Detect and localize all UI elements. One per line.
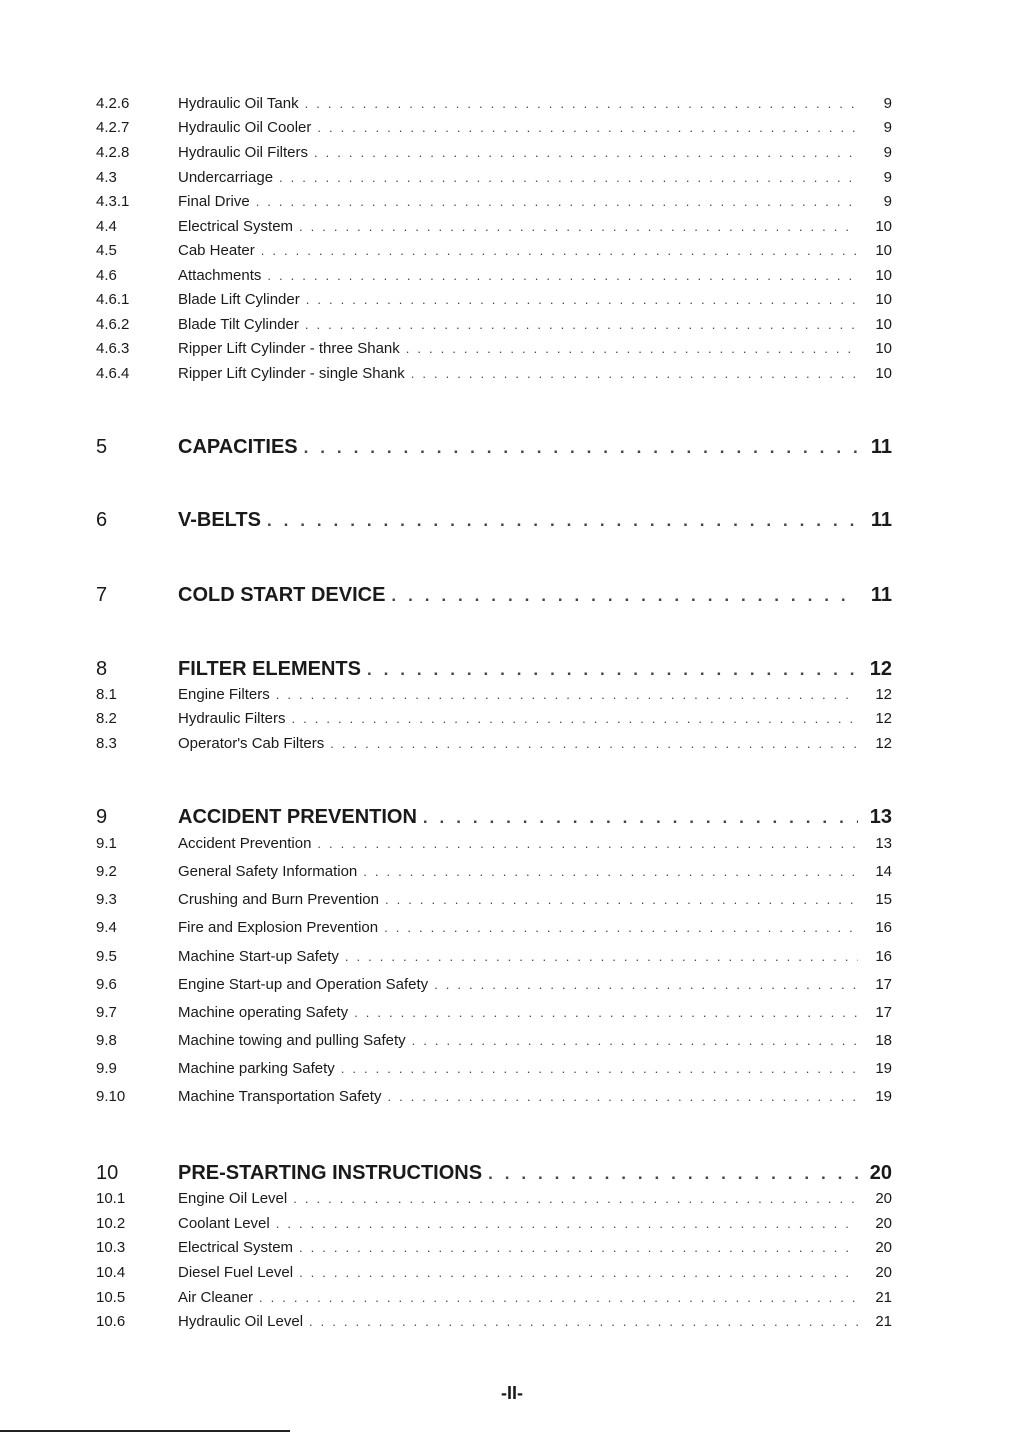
toc-entry <box>96 1239 892 1256</box>
entry-number: 4.6.2 <box>96 316 130 333</box>
entry-number: 8.1 <box>96 686 117 703</box>
dot-leader <box>345 949 858 964</box>
entry-page-number: 14 <box>875 863 892 880</box>
entry-number: 8.3 <box>96 735 117 752</box>
toc-entry <box>96 95 892 112</box>
entry-title: FILTER ELEMENTS <box>178 658 361 680</box>
dot-leader <box>299 1265 858 1280</box>
bottom-rule <box>0 1430 290 1432</box>
toc-entry <box>96 735 892 752</box>
entry-page-number: 18 <box>875 1032 892 1049</box>
entry-number: 4.2.7 <box>96 119 130 136</box>
entry-number: 9.3 <box>96 891 117 908</box>
entry-number: 4.5 <box>96 242 117 259</box>
toc-entry <box>96 1190 892 1207</box>
entry-title: Air Cleaner <box>178 1289 254 1306</box>
dot-leader <box>256 194 858 209</box>
entry-page-number: 9 <box>883 144 892 161</box>
entry-page-number: 20 <box>875 1239 892 1256</box>
toc-entry <box>96 242 892 259</box>
dot-leader <box>309 1314 858 1329</box>
toc-entry <box>96 948 892 965</box>
dot-leader <box>267 511 858 531</box>
entry-number: 4.6 <box>96 267 117 284</box>
toc-entry <box>96 891 892 908</box>
dot-leader <box>292 711 858 726</box>
entry-number: 9.10 <box>96 1088 126 1105</box>
entry-page-number: 21 <box>875 1289 892 1306</box>
entry-number: 4.2.8 <box>96 144 130 161</box>
entry-title: PRE-STARTING INSTRUCTIONS <box>178 1162 483 1184</box>
toc-entry <box>96 710 892 727</box>
entry-title: Crushing and Burn Prevention <box>178 891 379 908</box>
dot-leader <box>423 808 858 828</box>
dot-leader <box>279 170 858 185</box>
dot-leader <box>317 836 858 851</box>
entry-number: 9.7 <box>96 1004 117 1021</box>
entry-number: 7 <box>96 584 108 606</box>
toc-entry <box>96 365 892 382</box>
entry-title: Hydraulic Oil Cooler <box>178 119 312 136</box>
toc-entry <box>96 976 892 993</box>
entry-number: 6 <box>96 509 108 531</box>
dot-leader <box>354 1005 858 1020</box>
entry-title: Machine operating Safety <box>178 1004 349 1021</box>
toc-section-heading <box>96 509 892 532</box>
dot-leader <box>391 586 858 606</box>
dot-leader <box>299 1240 858 1255</box>
entry-page-number: 10 <box>875 340 892 357</box>
entry-number: 4.6.3 <box>96 340 130 357</box>
entry-title: Diesel Fuel Level <box>178 1264 294 1281</box>
entry-title: Electrical System <box>178 1239 294 1256</box>
toc-section-heading <box>96 806 892 829</box>
entry-number: 9.2 <box>96 863 117 880</box>
entry-title: Operator's Cab Filters <box>178 735 325 752</box>
toc-entry <box>96 291 892 308</box>
entry-title: V-BELTS <box>178 509 261 531</box>
entry-page-number: 10 <box>875 267 892 284</box>
entry-title: Coolant Level <box>178 1215 270 1232</box>
entry-number: 9.5 <box>96 948 117 965</box>
entry-number: 4.4 <box>96 218 117 235</box>
entry-page-number: 10 <box>875 218 892 235</box>
entry-title: COLD START DEVICE <box>178 584 386 606</box>
dot-leader <box>305 96 858 111</box>
entry-page-number: 13 <box>875 835 892 852</box>
entry-number: 4.3 <box>96 169 117 186</box>
entry-title: Hydraulic Oil Tank <box>178 95 299 112</box>
dot-leader <box>267 268 858 283</box>
entry-number: 10.4 <box>96 1264 126 1281</box>
entry-page-number: 17 <box>875 1004 892 1021</box>
entry-page-number: 20 <box>875 1215 892 1232</box>
entry-title: Undercarriage <box>178 169 274 186</box>
entry-page-number: 9 <box>883 119 892 136</box>
toc-entry <box>96 1264 892 1281</box>
entry-number: 5 <box>96 436 108 458</box>
toc-section-heading <box>96 436 892 459</box>
entry-number: 10.5 <box>96 1289 126 1306</box>
entry-page-number: 16 <box>875 919 892 936</box>
entry-title: Engine Start-up and Operation Safety <box>178 976 429 993</box>
entry-title: Machine towing and pulling Safety <box>178 1032 406 1049</box>
entry-title: CAPACITIES <box>178 436 298 458</box>
toc-section-heading <box>96 1162 892 1185</box>
entry-number: 10.2 <box>96 1215 126 1232</box>
entry-page-number: 11 <box>870 509 892 531</box>
dot-leader <box>261 243 858 258</box>
entry-title: Fire and Explosion Prevention <box>178 919 379 936</box>
entry-page-number: 17 <box>875 976 892 993</box>
dot-leader <box>276 687 858 702</box>
page-number-footer: -II- <box>501 1383 523 1403</box>
dot-leader <box>304 438 858 458</box>
entry-page-number: 19 <box>875 1088 892 1105</box>
toc-entry <box>96 193 892 210</box>
entry-page-number: 12 <box>875 686 892 703</box>
entry-page-number: 20 <box>875 1264 892 1281</box>
entry-page-number: 16 <box>875 948 892 965</box>
entry-number: 10.6 <box>96 1313 126 1330</box>
entry-page-number: 12 <box>869 658 892 680</box>
dot-leader <box>434 977 858 992</box>
entry-page-number: 11 <box>870 436 892 458</box>
entry-number: 4.6.1 <box>96 291 130 308</box>
entry-number: 9.4 <box>96 919 117 936</box>
entry-page-number: 21 <box>875 1313 892 1330</box>
toc-section-heading <box>96 658 892 681</box>
entry-number: 4.3.1 <box>96 193 130 210</box>
entry-title: Electrical System <box>178 218 294 235</box>
toc-section-heading <box>96 584 892 607</box>
entry-title: Machine Start-up Safety <box>178 948 339 965</box>
entry-page-number: 9 <box>883 95 892 112</box>
entry-number: 10.3 <box>96 1239 126 1256</box>
toc-entry <box>96 863 892 880</box>
dot-leader <box>317 120 858 135</box>
entry-number: 4.6.4 <box>96 365 130 382</box>
dot-leader <box>259 1290 858 1305</box>
entry-number: 10.1 <box>96 1190 126 1207</box>
entry-title: Accident Prevention <box>178 835 312 852</box>
toc-entry <box>96 835 892 852</box>
toc-entry <box>96 144 892 161</box>
entry-title: Final Drive <box>178 193 250 210</box>
toc-entry <box>96 119 892 136</box>
toc-entry <box>96 1032 892 1049</box>
toc-entry <box>96 1289 892 1306</box>
entry-page-number: 9 <box>883 169 892 186</box>
dot-leader <box>387 1089 858 1104</box>
entry-page-number: 19 <box>875 1060 892 1077</box>
dot-leader <box>293 1191 858 1206</box>
entry-number: 9.9 <box>96 1060 117 1077</box>
entry-number: 9 <box>96 806 108 828</box>
dot-leader <box>406 341 858 356</box>
entry-title: Attachments <box>178 267 262 284</box>
toc-entry <box>96 1313 892 1330</box>
dot-leader <box>488 1164 858 1184</box>
entry-title: Hydraulic Oil Filters <box>178 144 309 161</box>
entry-page-number: 12 <box>875 735 892 752</box>
entry-title: Blade Tilt Cylinder <box>178 316 299 333</box>
entry-number: 8.2 <box>96 710 117 727</box>
entry-title: ACCIDENT PREVENTION <box>178 806 417 828</box>
toc-entry <box>96 340 892 357</box>
entry-title: Engine Oil Level <box>178 1190 288 1207</box>
dot-leader <box>306 292 858 307</box>
entry-title: Hydraulic Filters <box>178 710 286 727</box>
entry-page-number: 10 <box>875 242 892 259</box>
entry-title: Ripper Lift Cylinder - single Shank <box>178 365 405 382</box>
toc-entry <box>96 919 892 936</box>
toc-entry <box>96 267 892 284</box>
dot-leader <box>385 892 858 907</box>
entry-page-number: 10 <box>875 291 892 308</box>
toc-entry <box>96 169 892 186</box>
entry-title: Machine Transportation Safety <box>178 1088 382 1105</box>
entry-title: Machine parking Safety <box>178 1060 335 1077</box>
dot-leader <box>367 660 858 680</box>
entry-number: 8 <box>96 658 108 680</box>
dot-leader <box>384 920 858 935</box>
toc-entry <box>96 218 892 235</box>
entry-title: Engine Filters <box>178 686 270 703</box>
entry-page-number: 12 <box>875 710 892 727</box>
entry-title: Hydraulic Oil Level <box>178 1313 304 1330</box>
entry-title: General Safety Information <box>178 863 358 880</box>
dot-leader <box>276 1216 858 1231</box>
entry-page-number: 9 <box>883 193 892 210</box>
entry-number: 10 <box>96 1162 119 1184</box>
toc-entry <box>96 316 892 333</box>
toc-entry <box>96 1088 892 1105</box>
entry-page-number: 15 <box>875 891 892 908</box>
toc-entry <box>96 1004 892 1021</box>
toc-entry <box>96 1215 892 1232</box>
entry-page-number: 13 <box>869 806 892 828</box>
entry-number: 9.6 <box>96 976 117 993</box>
dot-leader <box>412 1033 858 1048</box>
dot-leader <box>341 1061 858 1076</box>
entry-page-number: 10 <box>875 365 892 382</box>
entry-title: Cab Heater <box>178 242 255 259</box>
entry-number: 9.1 <box>96 835 117 852</box>
entry-title: Blade Lift Cylinder <box>178 291 300 308</box>
dot-leader <box>299 219 858 234</box>
entry-page-number: 10 <box>875 316 892 333</box>
dot-leader <box>305 317 858 332</box>
dot-leader <box>411 366 858 381</box>
entry-number: 4.2.6 <box>96 95 130 112</box>
dot-leader <box>330 736 858 751</box>
entry-number: 9.8 <box>96 1032 117 1049</box>
dot-leader <box>314 145 858 160</box>
entry-page-number: 20 <box>875 1190 892 1207</box>
entry-page-number: 20 <box>869 1162 892 1184</box>
entry-title: Ripper Lift Cylinder - three Shank <box>178 340 400 357</box>
toc-entry <box>96 1060 892 1077</box>
toc-entry <box>96 686 892 703</box>
entry-page-number: 11 <box>870 584 892 606</box>
dot-leader <box>363 864 858 879</box>
